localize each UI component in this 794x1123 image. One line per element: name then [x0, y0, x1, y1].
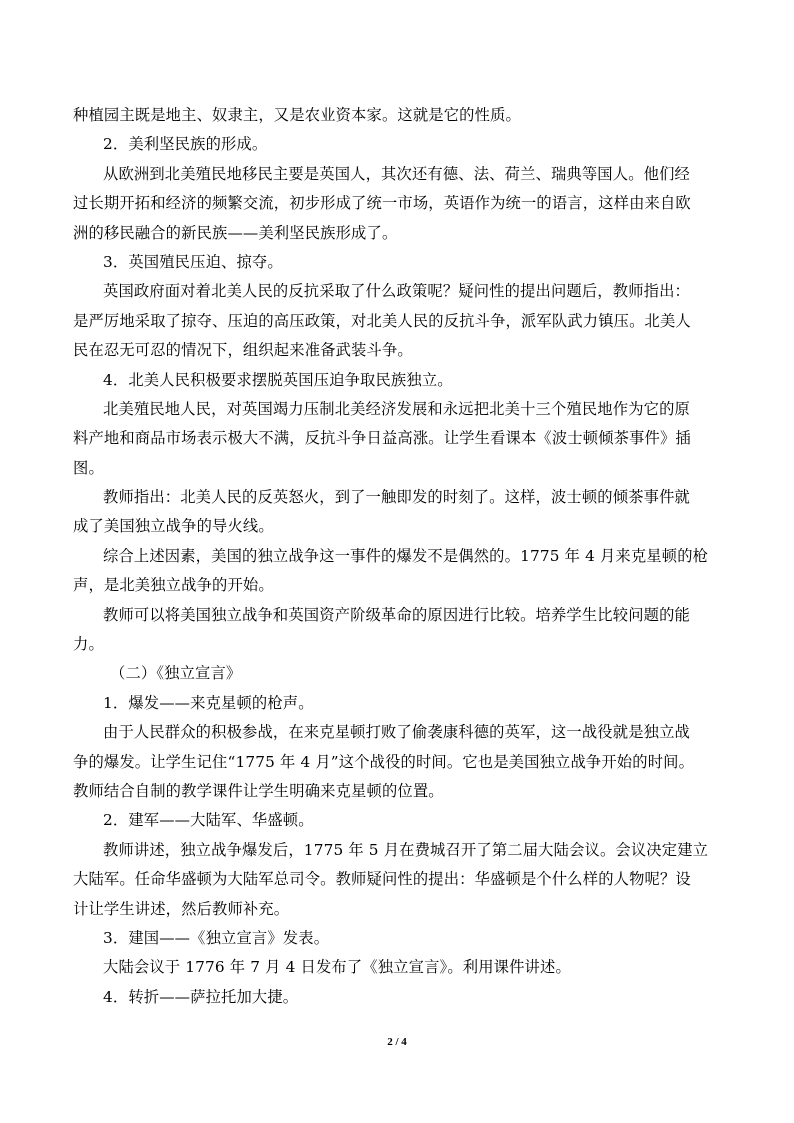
paragraph-line: 料产地和商品市场表示极大不满，反抗斗争日益高涨。让学生看课本《波士顿倾茶事件》插	[73, 429, 691, 448]
section-title: （二）《独立宣言》	[110, 664, 242, 683]
paragraph-line: 英国政府面对着北美人民的反抗采取了什么政策呢？疑问性的提出问题后，教师指出：	[103, 282, 690, 301]
paragraph-line: 教师可以将美国独立战争和英国资产阶级革命的原因进行比较。培养学生比较问题的能	[103, 605, 690, 624]
paragraph-line: 大陆会议于 1776 年 7 月 4 日发布了《独立宣言》。利用课件讲述。	[103, 958, 571, 977]
paragraph-line: 计让学生讲述，然后教师补充。	[73, 899, 290, 918]
paragraph-line: 成了美国独立战争的导火线。	[73, 517, 274, 536]
paragraph-line: 过长期开拓和经济的频繁交流，初步形成了统一市场，英语作为统一的语言，这样由来自欧	[73, 194, 691, 213]
paragraph-line: 教师讲述，独立战争爆发后，1775 年 5 月在费城召开了第二届大陆会议。会议决定建立	[103, 840, 709, 859]
section-heading: 2．建军——大陆军、华盛顿。	[103, 811, 314, 830]
paragraph-line: 教师指出：北美人民的反英怒火，到了一触即发的时刻了。这样，波士顿的倾茶事件就	[103, 488, 690, 507]
paragraph-line: 由于人民群众的积极参战，在来克星顿打败了偷袭康科德的英军，这一战役就是独立战	[103, 723, 690, 742]
paragraph-line: 种植园主既是地主、奴隶主，又是农业资本家。这就是它的性质。	[73, 106, 521, 124]
paragraph-line: 大陆军。任命华盛顿为大陆军总司令。教师疑问性的提出：华盛顿是个什么样的人物呢？设	[73, 870, 691, 889]
paragraph-line: 民在忍无可忍的情况下，组织起来准备武装斗争。	[73, 341, 413, 360]
paragraph-line: 图。	[73, 458, 104, 477]
paragraph-line: 教师结合自制的教学课件让学生明确来克星顿的位置。	[73, 781, 444, 800]
paragraph-line: 从欧洲到北美殖民地移民主要是英国人，其次还有德、法、荷兰、瑞典等国人。他们经	[103, 164, 690, 183]
paragraph-line: 争的爆发。让学生记住“1775 年 4 月”这个战役的时间。它也是美国独立战争开始的时间。	[73, 752, 695, 771]
section-heading: 2．美利坚民族的形成。	[103, 135, 268, 154]
section-heading: 4．转折——萨拉托加大捷。	[103, 987, 299, 1006]
section-heading: 4．北美人民积极要求摆脱英国压迫争取民族独立。	[103, 370, 453, 389]
section-heading: 3．英国殖民压迫、掠夺。	[103, 252, 283, 271]
paragraph-line: 洲的移民融合的新民族——美利坚民族形成了。	[73, 223, 398, 242]
page-number: 2 / 4	[387, 1036, 407, 1048]
paragraph-line: 是严厉地采取了掠夺、压迫的高压政策，对北美人民的反抗斗争，派军队武力镇压。北美人	[73, 311, 691, 330]
section-heading: 1．爆发——来克星顿的枪声。	[103, 693, 314, 712]
section-heading: 3．建国——《独立宣言》发表。	[103, 928, 330, 947]
document-body	[73, 101, 721, 1012]
paragraph-line: 综合上述因素，美国的独立战争这一事件的爆发不是偶然的。1775 年 4 月来克星顿的枪	[103, 546, 709, 565]
paragraph-line: 声，是北美独立战争的开始。	[73, 576, 274, 595]
paragraph-line: 力。	[73, 635, 104, 654]
paragraph-line: 北美殖民地人民，对英国竭力压制北美经济发展和永远把北美十三个殖民地作为它的原	[103, 399, 690, 418]
